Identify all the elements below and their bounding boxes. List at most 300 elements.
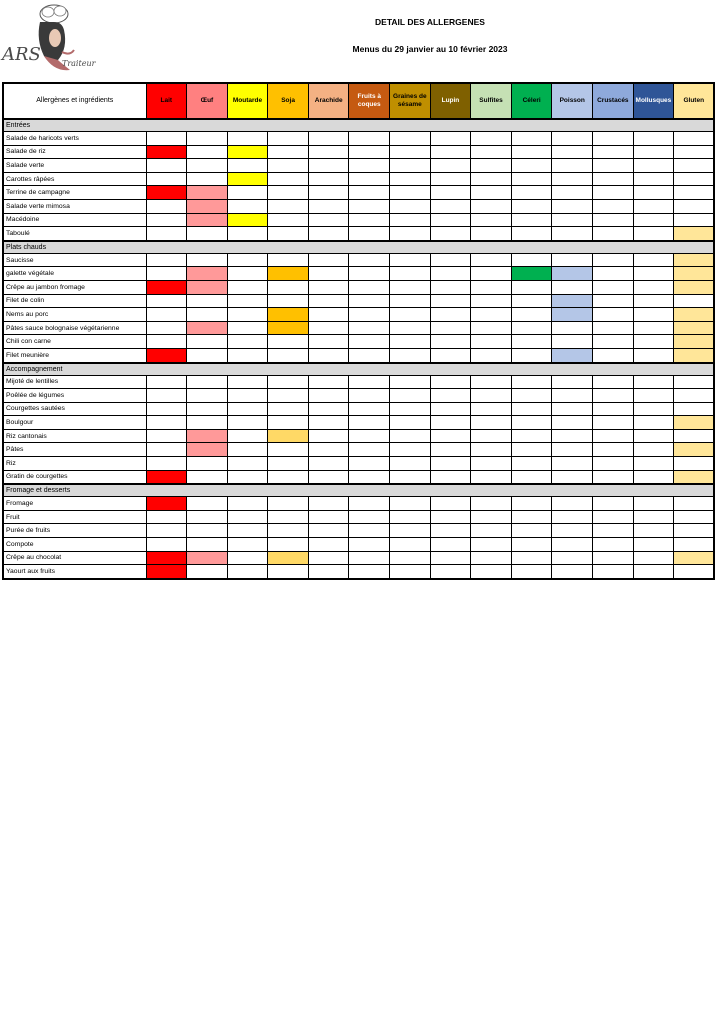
allergen-cell bbox=[146, 253, 187, 267]
allergen-cell bbox=[674, 159, 715, 173]
allergen-cell bbox=[552, 497, 593, 511]
table-row bbox=[3, 443, 714, 457]
allergen-cell bbox=[390, 551, 431, 565]
allergen-cell bbox=[633, 294, 674, 308]
allergen-cell bbox=[349, 294, 390, 308]
allergen-cell bbox=[633, 227, 674, 241]
allergen-cell bbox=[674, 199, 715, 213]
allergen-cell bbox=[552, 565, 593, 579]
allergen-cell bbox=[674, 402, 715, 416]
allergen-cell bbox=[430, 457, 471, 471]
allergen-cell bbox=[430, 497, 471, 511]
allergen-marker-cell bbox=[187, 267, 228, 281]
allergen-cell bbox=[633, 145, 674, 159]
allergen-cell bbox=[511, 321, 552, 335]
allergen-marker-cell bbox=[674, 253, 715, 267]
allergen-cell bbox=[552, 213, 593, 227]
allergen-header: Lait bbox=[146, 83, 187, 119]
allergen-cell bbox=[674, 510, 715, 524]
allergen-cell bbox=[511, 524, 552, 538]
allergen-marker-cell bbox=[146, 348, 187, 362]
allergen-cell bbox=[227, 159, 268, 173]
table-row bbox=[3, 294, 714, 308]
allergen-cell bbox=[349, 375, 390, 389]
allergen-cell bbox=[593, 416, 634, 430]
allergen-cell bbox=[511, 565, 552, 579]
dish-name: Salade verte mimosa bbox=[3, 199, 146, 213]
allergen-header: Sulfites bbox=[471, 83, 512, 119]
allergen-cell bbox=[390, 348, 431, 362]
allergen-cell bbox=[593, 565, 634, 579]
allergen-cell bbox=[227, 429, 268, 443]
allergen-cell bbox=[268, 186, 309, 200]
allergen-cell bbox=[633, 308, 674, 322]
allergen-cell bbox=[268, 389, 309, 403]
allergen-cell bbox=[187, 402, 228, 416]
allergen-cell bbox=[268, 294, 309, 308]
allergen-cell bbox=[187, 416, 228, 430]
allergen-cell bbox=[552, 253, 593, 267]
allergen-cell bbox=[227, 389, 268, 403]
allergen-cell bbox=[349, 267, 390, 281]
section-row bbox=[3, 484, 714, 497]
allergen-cell bbox=[146, 132, 187, 146]
allergen-cell bbox=[268, 524, 309, 538]
allergen-cell bbox=[227, 335, 268, 349]
allergen-table bbox=[2, 82, 715, 580]
allergen-cell bbox=[390, 321, 431, 335]
allergen-cell bbox=[187, 538, 228, 552]
allergen-cell bbox=[633, 538, 674, 552]
allergen-cell bbox=[268, 470, 309, 484]
allergen-cell bbox=[471, 186, 512, 200]
allergen-cell bbox=[674, 132, 715, 146]
allergen-header: Gluten bbox=[674, 83, 715, 119]
allergen-cell bbox=[471, 375, 512, 389]
allergen-marker-cell bbox=[146, 470, 187, 484]
allergen-cell bbox=[471, 280, 512, 294]
allergen-cell bbox=[593, 321, 634, 335]
allergen-cell bbox=[390, 497, 431, 511]
allergen-cell bbox=[349, 551, 390, 565]
allergen-cell bbox=[227, 457, 268, 471]
allergen-cell bbox=[390, 402, 431, 416]
allergen-cell bbox=[268, 335, 309, 349]
allergen-cell bbox=[511, 294, 552, 308]
allergen-cell bbox=[471, 199, 512, 213]
allergen-cell bbox=[471, 308, 512, 322]
dish-name: Courgettes sautées bbox=[3, 402, 146, 416]
allergen-cell bbox=[633, 429, 674, 443]
allergen-cell bbox=[146, 375, 187, 389]
allergen-cell bbox=[268, 538, 309, 552]
allergen-cell bbox=[430, 308, 471, 322]
allergen-cell bbox=[308, 172, 349, 186]
allergen-cell bbox=[593, 253, 634, 267]
dish-name: Poêlée de légumes bbox=[3, 389, 146, 403]
section-row bbox=[3, 119, 714, 132]
allergen-cell bbox=[430, 375, 471, 389]
table-row bbox=[3, 199, 714, 213]
allergen-header: Moutarde bbox=[227, 83, 268, 119]
allergen-marker-cell bbox=[187, 429, 228, 443]
allergen-cell bbox=[552, 172, 593, 186]
allergen-cell bbox=[633, 402, 674, 416]
dish-name: Taboulé bbox=[3, 227, 146, 241]
allergen-cell bbox=[471, 321, 512, 335]
allergen-cell bbox=[227, 524, 268, 538]
allergen-cell bbox=[390, 538, 431, 552]
allergen-cell bbox=[349, 402, 390, 416]
allergen-cell bbox=[511, 213, 552, 227]
allergen-cell bbox=[430, 159, 471, 173]
allergen-cell bbox=[593, 159, 634, 173]
dish-name: Filet de colin bbox=[3, 294, 146, 308]
allergen-cell bbox=[593, 551, 634, 565]
allergen-cell bbox=[633, 159, 674, 173]
corner-header: Allergènes et ingrédients bbox=[3, 83, 146, 119]
allergen-cell bbox=[146, 159, 187, 173]
allergen-cell bbox=[268, 213, 309, 227]
allergen-cell bbox=[390, 159, 431, 173]
allergen-cell bbox=[430, 335, 471, 349]
allergen-cell bbox=[349, 227, 390, 241]
allergen-cell bbox=[471, 429, 512, 443]
allergen-cell bbox=[390, 280, 431, 294]
allergen-cell bbox=[227, 443, 268, 457]
allergen-marker-cell bbox=[146, 497, 187, 511]
allergen-marker-cell bbox=[187, 551, 228, 565]
allergen-cell bbox=[674, 172, 715, 186]
allergen-cell bbox=[390, 227, 431, 241]
allergen-cell bbox=[633, 213, 674, 227]
allergen-cell bbox=[349, 199, 390, 213]
table-row bbox=[3, 470, 714, 484]
table-row bbox=[3, 565, 714, 579]
allergen-header: Mollusques bbox=[633, 83, 674, 119]
dish-name: Terrine de campagne bbox=[3, 186, 146, 200]
allergen-cell bbox=[146, 227, 187, 241]
allergen-cell bbox=[430, 348, 471, 362]
allergen-cell bbox=[471, 497, 512, 511]
document-subtitle: Menus du 29 janvier au 10 février 2023 bbox=[352, 44, 508, 54]
allergen-header: Lupin bbox=[430, 83, 471, 119]
allergen-cell bbox=[430, 565, 471, 579]
allergen-cell bbox=[349, 538, 390, 552]
allergen-cell bbox=[390, 145, 431, 159]
dish-name: Fruit bbox=[3, 510, 146, 524]
table-row bbox=[3, 321, 714, 335]
allergen-cell bbox=[308, 159, 349, 173]
allergen-cell bbox=[146, 172, 187, 186]
allergen-cell bbox=[430, 172, 471, 186]
allergen-cell bbox=[593, 538, 634, 552]
allergen-cell bbox=[593, 375, 634, 389]
allergen-cell bbox=[146, 199, 187, 213]
allergen-cell bbox=[308, 267, 349, 281]
allergen-cell bbox=[511, 375, 552, 389]
allergen-cell bbox=[268, 497, 309, 511]
allergen-cell bbox=[227, 132, 268, 146]
allergen-cell bbox=[593, 213, 634, 227]
allergen-cell bbox=[471, 565, 512, 579]
allergen-cell bbox=[552, 375, 593, 389]
dish-name: Riz cantonais bbox=[3, 429, 146, 443]
allergen-cell bbox=[227, 416, 268, 430]
allergen-cell bbox=[268, 348, 309, 362]
document-title: DETAIL DES ALLERGENES bbox=[375, 17, 485, 27]
allergen-header-row bbox=[3, 83, 714, 119]
dish-name: Yaourt aux fruits bbox=[3, 565, 146, 579]
allergen-cell bbox=[349, 524, 390, 538]
allergen-cell bbox=[633, 416, 674, 430]
allergen-cell bbox=[633, 267, 674, 281]
allergen-cell bbox=[471, 227, 512, 241]
allergen-cell bbox=[552, 429, 593, 443]
allergen-cell bbox=[471, 348, 512, 362]
table-row bbox=[3, 335, 714, 349]
allergen-cell bbox=[430, 132, 471, 146]
allergen-cell bbox=[593, 470, 634, 484]
allergen-cell bbox=[268, 145, 309, 159]
allergen-marker-cell bbox=[268, 551, 309, 565]
table-row bbox=[3, 497, 714, 511]
table-row bbox=[3, 389, 714, 403]
allergen-cell bbox=[511, 132, 552, 146]
allergen-cell bbox=[308, 227, 349, 241]
allergen-marker-cell bbox=[552, 308, 593, 322]
allergen-cell bbox=[593, 199, 634, 213]
allergen-cell bbox=[349, 132, 390, 146]
allergen-cell bbox=[593, 348, 634, 362]
allergen-cell bbox=[511, 280, 552, 294]
allergen-cell bbox=[471, 172, 512, 186]
allergen-cell bbox=[593, 402, 634, 416]
allergen-marker-cell bbox=[674, 335, 715, 349]
allergen-cell bbox=[511, 443, 552, 457]
allergen-cell bbox=[187, 145, 228, 159]
table-row bbox=[3, 538, 714, 552]
allergen-marker-cell bbox=[187, 443, 228, 457]
allergen-marker-cell bbox=[674, 470, 715, 484]
dish-name: Crêpe au jambon fromage bbox=[3, 280, 146, 294]
allergen-cell bbox=[187, 524, 228, 538]
allergen-marker-cell bbox=[187, 280, 228, 294]
table-row bbox=[3, 227, 714, 241]
allergen-cell bbox=[552, 551, 593, 565]
dish-name: Chili con carne bbox=[3, 335, 146, 349]
allergen-cell bbox=[308, 199, 349, 213]
table-row bbox=[3, 172, 714, 186]
table-row bbox=[3, 253, 714, 267]
allergen-cell bbox=[593, 335, 634, 349]
allergen-marker-cell bbox=[552, 294, 593, 308]
section-title: Entrées bbox=[3, 119, 714, 132]
allergen-cell bbox=[268, 416, 309, 430]
allergen-cell bbox=[674, 565, 715, 579]
allergen-cell bbox=[552, 389, 593, 403]
allergen-marker-cell bbox=[674, 280, 715, 294]
allergen-cell bbox=[390, 335, 431, 349]
allergen-cell bbox=[430, 416, 471, 430]
allergen-cell bbox=[390, 172, 431, 186]
allergen-cell bbox=[430, 429, 471, 443]
allergen-cell bbox=[268, 510, 309, 524]
dish-name: Compote bbox=[3, 538, 146, 552]
allergen-cell bbox=[633, 348, 674, 362]
allergen-cell bbox=[227, 375, 268, 389]
allergen-cell bbox=[430, 213, 471, 227]
allergen-cell bbox=[390, 375, 431, 389]
allergen-cell bbox=[511, 348, 552, 362]
allergen-cell bbox=[471, 443, 512, 457]
allergen-cell bbox=[471, 267, 512, 281]
allergen-cell bbox=[390, 457, 431, 471]
dish-name: Riz bbox=[3, 457, 146, 471]
allergen-marker-cell bbox=[187, 186, 228, 200]
table-row bbox=[3, 402, 714, 416]
allergen-cell bbox=[187, 375, 228, 389]
allergen-cell bbox=[674, 429, 715, 443]
allergen-cell bbox=[471, 335, 512, 349]
allergen-cell bbox=[430, 470, 471, 484]
allergen-cell bbox=[633, 470, 674, 484]
allergen-cell bbox=[593, 443, 634, 457]
allergen-cell bbox=[471, 159, 512, 173]
allergen-cell bbox=[390, 470, 431, 484]
allergen-marker-cell bbox=[268, 308, 309, 322]
allergen-marker-cell bbox=[674, 443, 715, 457]
allergen-cell bbox=[308, 294, 349, 308]
allergen-cell bbox=[430, 510, 471, 524]
svg-text:Traiteur: Traiteur bbox=[62, 59, 96, 68]
allergen-cell bbox=[349, 457, 390, 471]
allergen-cell bbox=[308, 524, 349, 538]
allergen-cell bbox=[187, 497, 228, 511]
allergen-cell bbox=[430, 280, 471, 294]
allergen-cell bbox=[308, 416, 349, 430]
allergen-cell bbox=[227, 551, 268, 565]
table-row bbox=[3, 159, 714, 173]
allergen-cell bbox=[390, 510, 431, 524]
allergen-cell bbox=[308, 429, 349, 443]
allergen-cell bbox=[552, 402, 593, 416]
table-row bbox=[3, 308, 714, 322]
allergen-cell bbox=[593, 457, 634, 471]
allergen-marker-cell bbox=[511, 267, 552, 281]
allergen-cell bbox=[511, 551, 552, 565]
allergen-cell bbox=[349, 335, 390, 349]
allergen-cell bbox=[308, 321, 349, 335]
allergen-cell bbox=[349, 253, 390, 267]
allergen-cell bbox=[227, 497, 268, 511]
allergen-marker-cell bbox=[552, 348, 593, 362]
allergen-cell bbox=[633, 510, 674, 524]
allergen-cell bbox=[390, 213, 431, 227]
allergen-cell bbox=[430, 199, 471, 213]
allergen-cell bbox=[227, 267, 268, 281]
allergen-marker-cell bbox=[187, 199, 228, 213]
allergen-cell bbox=[471, 524, 512, 538]
allergen-cell bbox=[552, 524, 593, 538]
allergen-cell bbox=[308, 510, 349, 524]
allergen-cell bbox=[268, 132, 309, 146]
allergen-cell bbox=[349, 159, 390, 173]
dish-name: Gratin de courgettes bbox=[3, 470, 146, 484]
allergen-cell bbox=[552, 416, 593, 430]
allergen-cell bbox=[146, 389, 187, 403]
allergen-cell bbox=[593, 227, 634, 241]
dish-name: Carottes râpées bbox=[3, 172, 146, 186]
allergen-cell bbox=[308, 253, 349, 267]
allergen-cell bbox=[268, 457, 309, 471]
allergen-marker-cell bbox=[146, 280, 187, 294]
allergen-cell bbox=[471, 253, 512, 267]
allergen-cell bbox=[349, 280, 390, 294]
allergen-cell bbox=[187, 510, 228, 524]
allergen-header: Soja bbox=[268, 83, 309, 119]
allergen-cell bbox=[227, 186, 268, 200]
allergen-cell bbox=[308, 335, 349, 349]
allergen-cell bbox=[146, 335, 187, 349]
allergen-cell bbox=[187, 389, 228, 403]
allergen-cell bbox=[349, 186, 390, 200]
allergen-cell bbox=[552, 145, 593, 159]
allergen-cell bbox=[593, 524, 634, 538]
allergen-cell bbox=[552, 159, 593, 173]
allergen-cell bbox=[349, 172, 390, 186]
allergen-cell bbox=[593, 186, 634, 200]
allergen-cell bbox=[268, 172, 309, 186]
allergen-cell bbox=[146, 524, 187, 538]
allergen-cell bbox=[633, 443, 674, 457]
allergen-cell bbox=[593, 267, 634, 281]
allergen-cell bbox=[471, 402, 512, 416]
table-row bbox=[3, 213, 714, 227]
allergen-cell bbox=[146, 443, 187, 457]
allergen-cell bbox=[349, 321, 390, 335]
dish-name: Pâtes sauce bolognaise végétarienne bbox=[3, 321, 146, 335]
allergen-cell bbox=[390, 267, 431, 281]
allergen-marker-cell bbox=[268, 267, 309, 281]
allergen-marker-cell bbox=[187, 213, 228, 227]
allergen-marker-cell bbox=[227, 145, 268, 159]
allergen-cell bbox=[390, 565, 431, 579]
allergen-cell bbox=[349, 308, 390, 322]
allergen-marker-cell bbox=[674, 227, 715, 241]
allergen-cell bbox=[349, 443, 390, 457]
allergen-cell bbox=[308, 457, 349, 471]
allergen-cell bbox=[430, 253, 471, 267]
allergen-cell bbox=[308, 538, 349, 552]
allergen-cell bbox=[349, 429, 390, 443]
allergen-cell bbox=[349, 510, 390, 524]
allergen-marker-cell bbox=[552, 267, 593, 281]
allergen-cell bbox=[471, 538, 512, 552]
allergen-marker-cell bbox=[674, 416, 715, 430]
allergen-header: Œuf bbox=[187, 83, 228, 119]
allergen-cell bbox=[593, 145, 634, 159]
allergen-cell bbox=[146, 321, 187, 335]
allergen-cell bbox=[674, 497, 715, 511]
allergen-cell bbox=[471, 457, 512, 471]
table-row bbox=[3, 524, 714, 538]
allergen-cell bbox=[633, 389, 674, 403]
allergen-cell bbox=[308, 497, 349, 511]
allergen-cell bbox=[511, 538, 552, 552]
allergen-cell bbox=[390, 186, 431, 200]
table-row bbox=[3, 267, 714, 281]
